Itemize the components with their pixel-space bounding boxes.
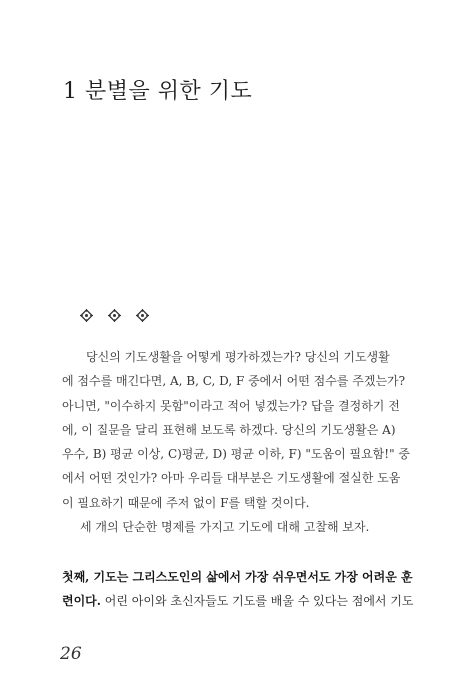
ornament-icon <box>136 309 149 322</box>
text-line: 에서 어떤 것인가? 아마 우리들 대부분은 기도생활에 절실한 도움 <box>62 471 401 486</box>
text-line: 에, 이 질문을 달리 표현해 보도록 하겠다. 당신의 기도생활은 A) <box>62 422 396 437</box>
text-line <box>62 589 414 613</box>
chapter-title: 1 분별을 위한 기도 <box>63 79 253 104</box>
text-line: 이 필요하기 때문에 주저 없이 F를 택할 것이다. <box>62 495 310 510</box>
text-line: 아니면, "이수하지 못함"이라고 적어 넣겠는가? 답을 결정하기 전 <box>62 398 400 413</box>
page-number: 26 <box>60 644 82 664</box>
emphasis-line: 첫째, 기도는 그리스도인의 삶에서 가장 쉬우면서도 가장 어려운 훈 <box>62 570 413 584</box>
body-text: 어린 아이와 초신자들도 기도를 배울 수 있다는 점에서 기도 <box>100 594 414 608</box>
ornament-icon <box>80 309 93 322</box>
text-line: 우수, B) 평균 이상, C)평균, D) 평균 이하, F) "도움이 필요함!" 중 <box>62 447 411 462</box>
text-line: 세 개의 단순한 명제를 가지고 기도에 대해 고찰해 보자. <box>80 520 370 535</box>
text-line: 에 점수를 매긴다면, A, B, C, D, F 중에서 어떤 점수를 주겠는가? <box>62 374 406 389</box>
text-line: 당신의 기도생활을 어떻게 평가하겠는가? 당신의 기도생활 <box>86 350 390 364</box>
emphasis-text: 련이다. <box>62 594 101 608</box>
section-ornaments <box>80 309 149 322</box>
emphasis-paragraph <box>62 565 414 613</box>
body-paragraph <box>62 345 411 539</box>
ornament-icon <box>108 309 121 322</box>
